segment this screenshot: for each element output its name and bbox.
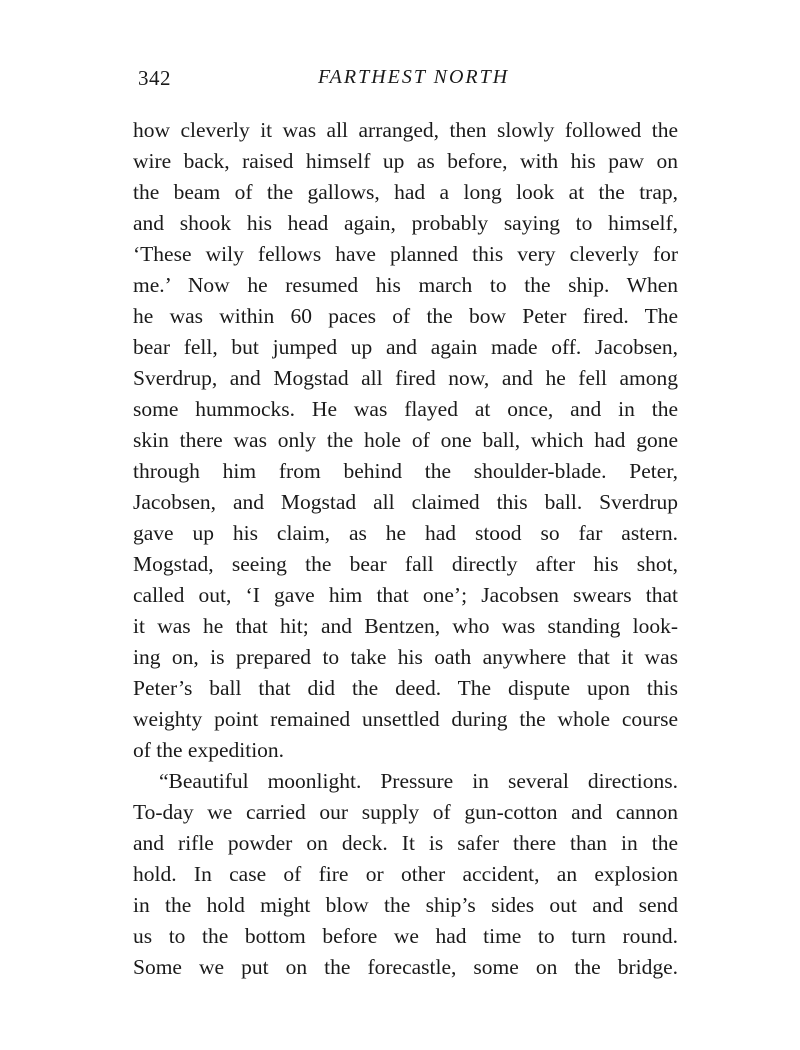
text-line: bear fell, but jumped up and again made off. Jacobsen,: [133, 335, 678, 359]
text-line: through him from behind the shoulder-blade. Peter,: [133, 459, 678, 483]
running-head: [138, 66, 678, 96]
running-title: FARTHEST NORTH: [318, 66, 510, 88]
text-line: and shook his head again, probably saying to himself,: [133, 211, 678, 235]
body-text: [133, 115, 678, 983]
text-line: us to the bottom before we had time to turn round.: [133, 924, 678, 948]
text-line: in the hold might blow the ship’s sides out and send: [133, 893, 678, 917]
text-line: Some we put on the forecastle, some on the bridge.: [133, 955, 678, 979]
text-line: and rifle powder on deck. It is safer there than in the: [133, 831, 678, 855]
paragraph: [133, 766, 678, 983]
text-line: some hummocks. He was flayed at once, and in the: [133, 397, 678, 421]
text-line: how cleverly it was all arranged, then slowly followed the: [133, 118, 678, 142]
text-line: Jacobsen, and Mogstad all claimed this ball. Sverdrup: [133, 490, 678, 514]
text-line: gave up his claim, as he had stood so far astern.: [133, 521, 678, 545]
text-line: it was he that hit; and Bentzen, who was standing look-: [133, 614, 678, 638]
text-line: ing on, is prepared to take his oath anywhere that it was: [133, 645, 678, 669]
text-line: skin there was only the hole of one ball, which had gone: [133, 428, 678, 452]
text-line: of the expedition.: [133, 738, 285, 762]
text-line: Peter’s ball that did the deed. The dispute upon this: [133, 676, 678, 700]
text-line: the beam of the gallows, had a long look at the trap,: [133, 180, 678, 204]
page-number: 342: [138, 66, 171, 90]
text-line: “Beautiful moonlight. Pressure in several directions.: [159, 769, 678, 793]
text-line: hold. In case of fire or other accident, an explosion: [133, 862, 678, 886]
text-line: me.’ Now he resumed his march to the ship. When: [133, 273, 678, 297]
text-line: ‘These wily fellows have planned this very cleverly for: [133, 242, 678, 266]
text-line: called out, ‘I gave him that one’; Jacobsen swears that: [133, 583, 678, 607]
text-line: Mogstad, seeing the bear fall directly after his shot,: [133, 552, 678, 576]
paragraph: [133, 115, 678, 766]
text-line: weighty point remained unsettled during the whole course: [133, 707, 678, 731]
text-line: wire back, raised himself up as before, with his paw on: [133, 149, 678, 173]
text-line: To-day we carried our supply of gun-cotton and cannon: [133, 800, 678, 824]
text-line: he was within 60 paces of the bow Peter fired. The: [133, 304, 678, 328]
text-line: Sverdrup, and Mogstad all fired now, and he fell among: [133, 366, 678, 390]
